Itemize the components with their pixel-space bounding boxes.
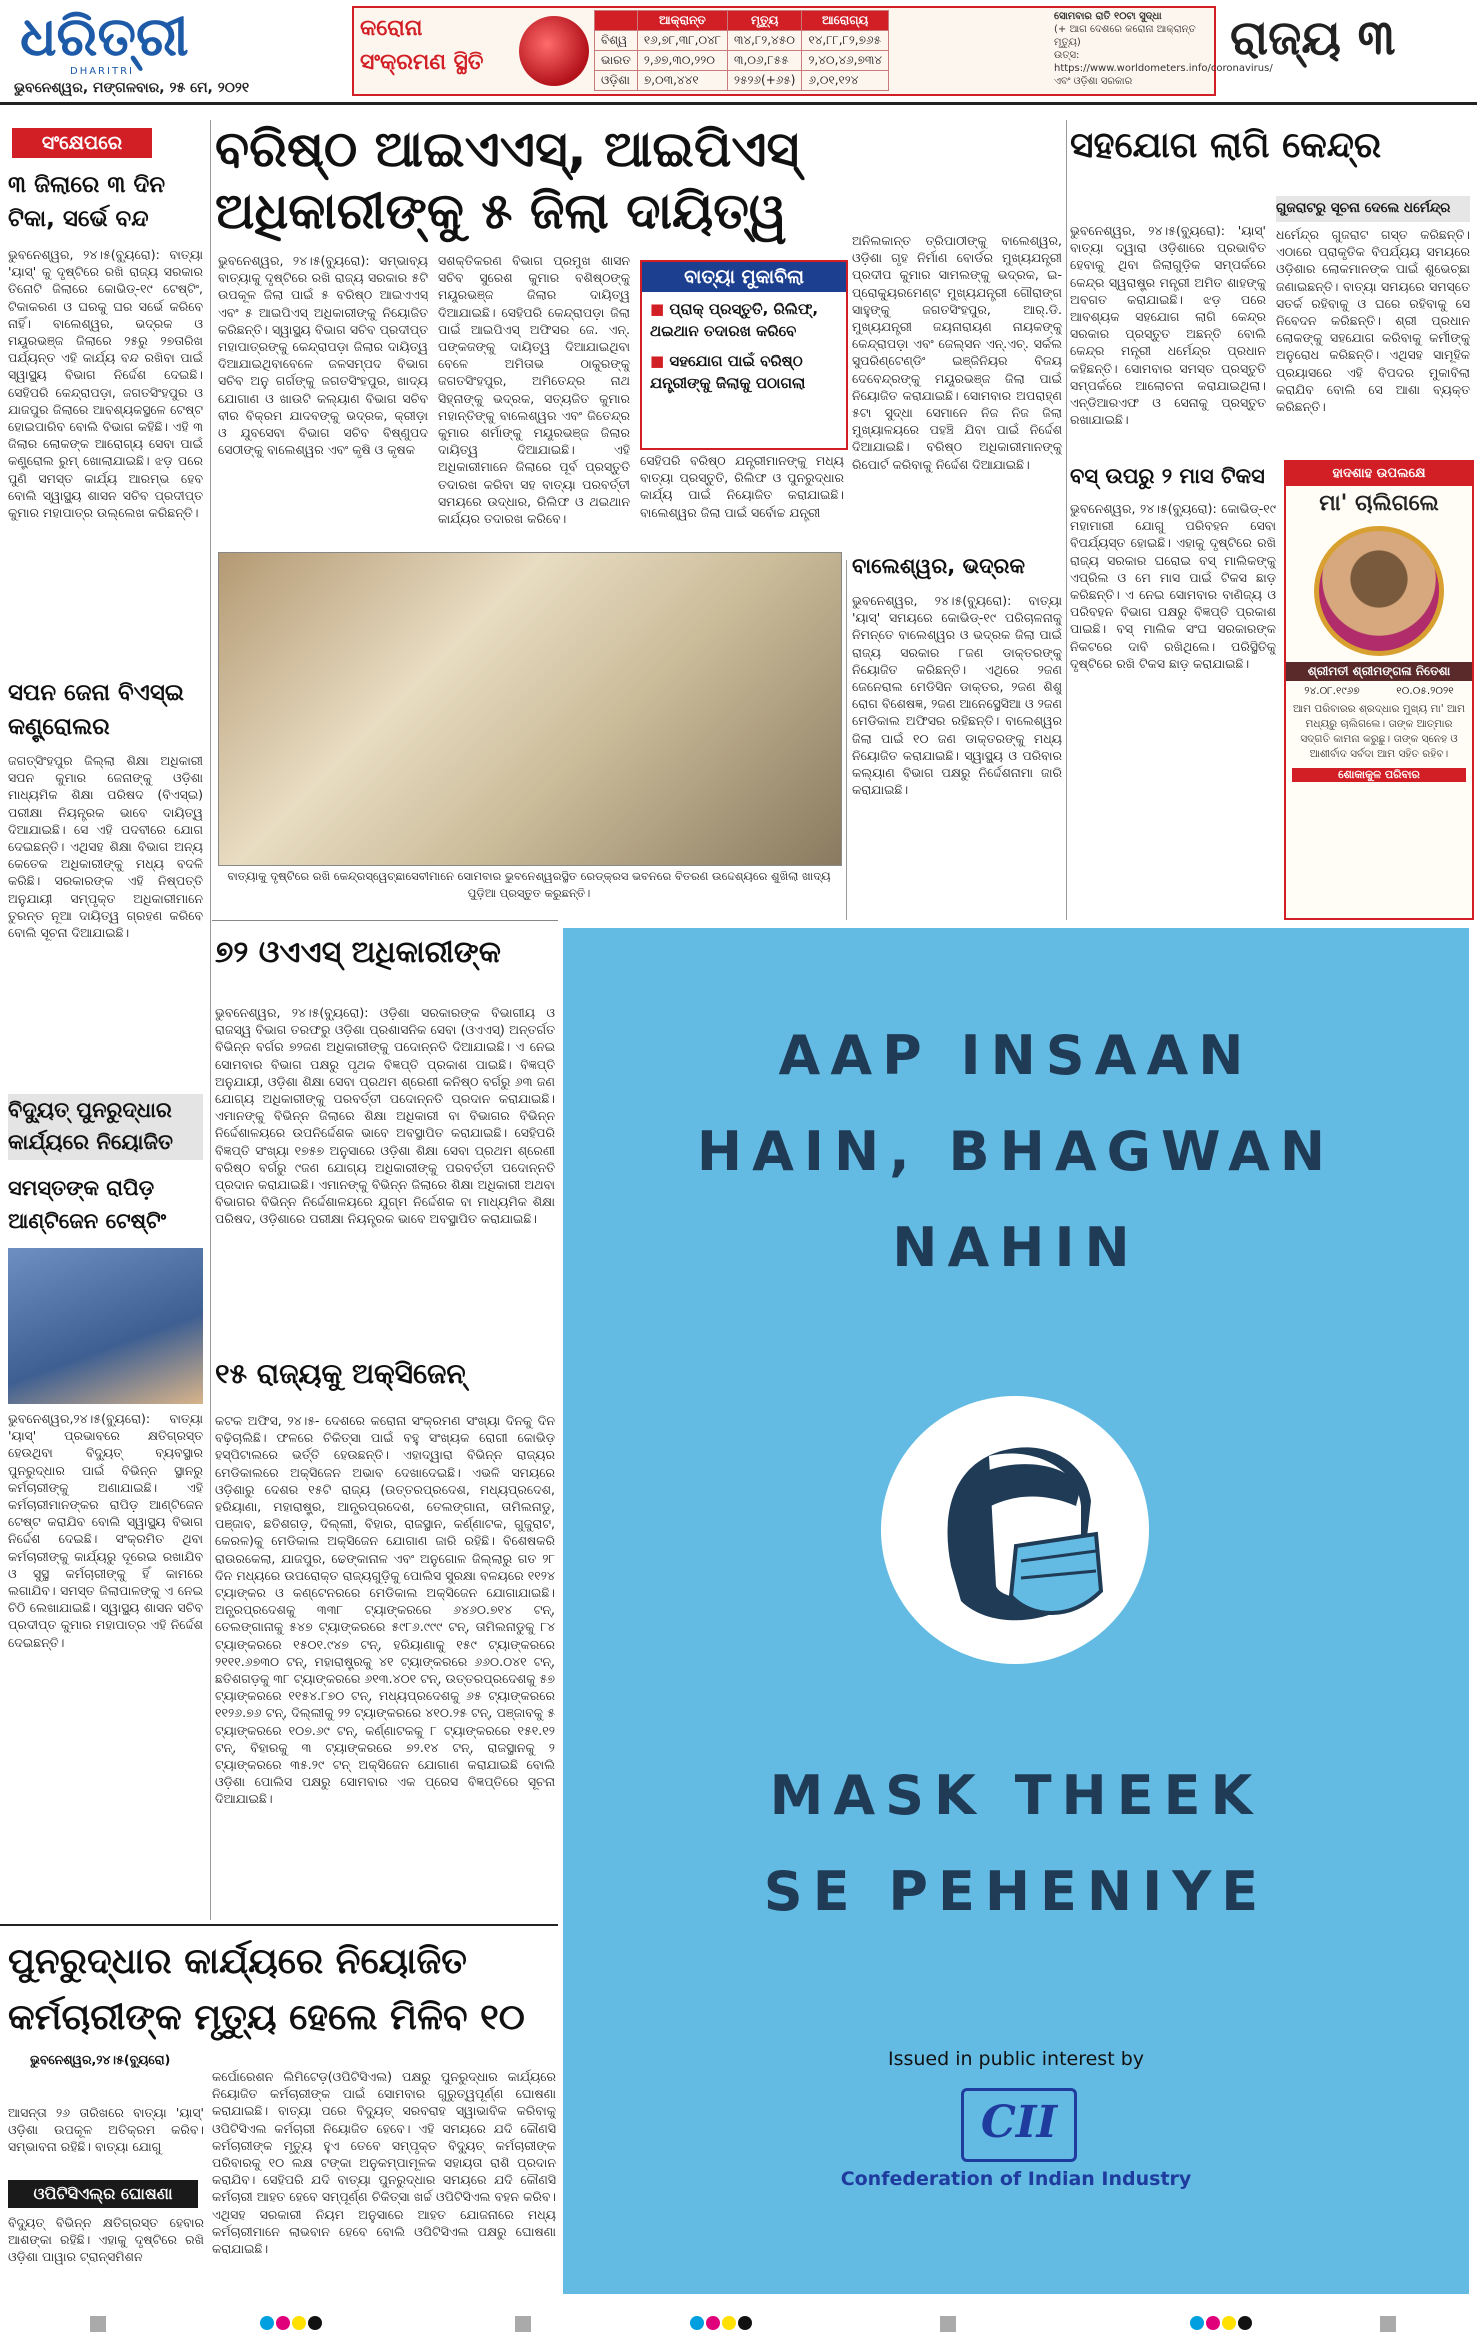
oas-body: ଭୁବନେଶ୍ୱର, ୨୪।୫(ବ୍ୟୁରୋ): ଓଡ଼ିଶା ସରକାରଙ୍କ ବିଭାଗୀୟ ଓ ରାଜସ୍ୱ ବିଭାଗ ତରଫରୁ ଓଡ଼ିଶା ପ୍ରଶାସନିକ ସେବା (ଓଏଏସ୍) ଅନ୍ତର୍ଗତ ବିଭିନ୍ନ ବର୍ଗର ୭୨ଜଣ ଅଧିକାରୀଙ୍କୁ ପଦୋନ୍ନତି ଦିଆଯାଇଛି। ଏ ନେଇ ସୋମବାର ବିଭାଗ ପକ୍ଷରୁ ପୃଥକ ବିଜ୍ଞପ୍ତି ପ୍ରକାଶ ପାଇଛି। ବିଜ୍ଞପ୍ତି ଅନୁଯାୟୀ, ଓଡ଼ିଶା ଶିକ୍ଷା ସେବା ପ୍ରଥମ ଶ୍ରେଣୀ କନିଷ୍ଠ ବର୍ଗରୁ ୬୩ ଜଣ ଯୋଗ୍ୟ ଅଧିକାରୀଙ୍କୁ ପରବର୍ତ୍ତୀ ପଦୋନ୍ନତି ପ୍ରଦାନ କରାଯାଇଛି। ଏମାନଙ୍କୁ ବିଭିନ୍ନ ଜିଲାରେ ଶିକ୍ଷା ଅଧିକାରୀ ବା ବିଭାଗର ବିଭିନ୍ନ ନିର୍ଦ୍ଦେଶାଳୟରେ ଉପନିର୍ଦ୍ଦେଶକ ଭାବେ ଅବସ୍ଥାପିତ କରାଯାଇଛି। ସେହିପରି ବିଜ୍ଞପ୍ତି ସଂଖ୍ୟା ୧୭୫୭ ଅନୁସାରେ ଓଡ଼ିଶା ଶିକ୍ଷା ସେବା ପ୍ରଥମ ଶ୍ରେଣୀ ବରିଷ୍ଠ ବର୍ଗରୁ ୯ଜଣ ଯୋଗ୍ୟ ଅଧିକାରୀଙ୍କୁ ପରବର୍ତ୍ତୀ ପଦୋନ୍ନତି ପ୍ରଦାନ କରାଯାଇଛି। ଏମାନଙ୍କୁ ବିଭିନ୍ନ ଜିଲାରେ ଶିକ୍ଷା ଅଧିକାରୀ ଅଥବା ବିଭାଗର ବିଭିନ୍ନ ନିର୍ଦ୍ଦେଶାଳୟରେ ଯୁଗ୍ମ ନିର୍ଦ୍ଦେଶକ ବା ମାଧ୍ୟମିକ ଶିକ୍ଷା ପରିଷଦ, ଓଡ଼ିଶାରେ ପରୀକ୍ଷା ନିୟନ୍ତ୍ରକ ଭାବେ ଅବସ୍ଥାପିତ କରାଯାଇଛି। <box>215 1005 555 1227</box>
covid-cell: ୧୪,୮୮,୮୨,୭୬୫ <box>802 31 889 51</box>
covid-cell: ବିଶ୍ୱ <box>595 31 638 51</box>
ad-line-1: AAP INSAAN <box>778 1024 1254 1087</box>
newspaper-logo <box>20 6 200 80</box>
covid-cell: ୨,୬୭,୩୦,୨୨୦ <box>637 51 727 71</box>
ad-line-2: HAIN, BHAGWAN <box>696 1120 1336 1183</box>
brief1-headline: ୩ ଜିଲାରେ ୩ ଦିନ ଟିକା, ସର୍ଭେ ବନ୍ଦ <box>8 172 166 232</box>
brief3-headline: ବିଦ୍ୟୁତ୍ ପୁନରୁଦ୍ଧାର କାର୍ଯ୍ୟରେ ନିୟୋଜିତ <box>8 1094 203 1160</box>
brief2-body: ଜଗତ୍‌ସିଂହପୁର ଜିଲ୍ଲା ଶିକ୍ଷା ଅଧିକାରୀ ସପନ କୁମାର ଜେନାଙ୍କୁ ଓଡ଼ିଶା ମାଧ୍ୟମିକ ଶିକ୍ଷା ପରିଷଦ (ବିଏସ୍‌ଇ) ପରୀକ୍ଷା ନିୟନ୍ତ୍ରକ ଭାବେ ଦାୟିତ୍ୱ ଦିଆଯାଇଛି। ସେ ଏହି ପଦବୀରେ ଯୋଗ ଦେଇଛନ୍ତି। ଏଥିସହ ଶିକ୍ଷା ବିଭାଗ ଅନ୍ୟ କେତେକ ଅଧିକାରୀଙ୍କୁ ମଧ୍ୟ ବଦଳି କରିଛି। ସରକାରଙ୍କ ଏହି ନିଷ୍ପତ୍ତି ଅନୁଯାୟୀ ସମ୍ପୃକ୍ତ ଅଧିକାରୀମାନେ ତୁରନ୍ତ ନୂଆ ଦାୟିତ୍ୱ ଗ୍ରହଣ କରିବେ ବୋଲି ସୂଚନା ଦିଆଯାଇଛି। <box>8 753 203 941</box>
covid-stats-table <box>594 10 889 91</box>
optcl-body-right: କର୍ପୋରେଶନ ଲିମିଟେଡ଼(ଓପିଟିସିଏଲ) ପକ୍ଷରୁ ପୁନରୁଦ୍ଧାର କାର୍ଯ୍ୟରେ ନିୟୋଜିତ କର୍ମଚାରୀଙ୍କ ପାଇଁ ସୋମବାର ଗୁରୁତ୍ୱପୂର୍ଣ୍ଣ ଘୋଷଣା କରାଯାଇଛି। ବାତ୍ୟା ପରେ ବିଦ୍ୟୁତ୍ ସରବରାହ ସ୍ୱାଭାବିକ କରିବାକୁ ଓପିଟିସିଏଲ କର୍ମଚାରୀ ନିୟୋଜିତ ହେବେ। ଏହି ସମୟରେ ଯଦି କୌଣସି କର୍ମଚାରୀଙ୍କ ମୃତ୍ୟୁ ହୁଏ ତେବେ ସମ୍ପୃକ୍ତ ବିଦ୍ୟୁତ୍ କର୍ମଚାରୀଙ୍କ ପରିବାରକୁ ୧୦ ଲକ୍ଷ ଟଙ୍କା ଅନୁକମ୍ପାମୂଳକ ସହାୟତା ରାଶି ପ୍ରଦାନ କରାଯିବ। ସେହିପରି ଯଦି ବାତ୍ୟା ପୁନରୁଦ୍ଧାର ସମୟରେ ଯଦି କୌଣସି କର୍ମଚାରୀ ଆହତ ହେବେ ସମ୍ପୂର୍ଣ୍ଣ ଚିକିତ୍ସା ଖର୍ଚ୍ଚ ଓପିଟିସିଏଲ ବହନ କରିବ। ଏଥିସହ ସରକାରୀ ନିୟମ ଅନୁସାରେ ଆହତ ଯୋଜନାରେ ମଧ୍ୟ କର୍ମଚାରୀମାନେ ଲାଭବାନ ହେବେ ବୋଲି ଓପିଟିସିଏଲ ପକ୍ଷରୁ ଘୋଷଣା କରାଯାଇଛି। <box>212 2069 556 2257</box>
covid-header: ମୃତ୍ୟୁ <box>728 11 802 31</box>
oxygen-body: କଟକ ଅଫିସ, ୨୪।୫- ଦେଶରେ କରୋନା ସଂକ୍ରମଣ ସଂଖ୍ୟା ଦିନକୁ ଦିନ ବଢ଼ିଚାଲିଛି। ଫଳରେ ଚିକିତ୍ସା ପାଇଁ ବହୁ ସଂଖ୍ୟକ ରୋଗୀ କୋଭିଡ଼ ହସ୍ପିଟାଲରେ ଭର୍ତ୍ତି ହେଉଛନ୍ତି। ଏହାଦ୍ୱାରା ବିଭିନ୍ନ ରାଜ୍ୟର ମେଡିକାଲରେ ଅକ୍ସିଜେନ ଅଭାବ ଦେଖାଦେଇଛି। ଏଭଳି ସମୟରେ ଓଡ଼ିଶାରୁ ଦେଶର ୧୫ଟି ରାଜ୍ୟ (ଉତ୍ତରପ୍ରଦେଶ, ମଧ୍ୟପ୍ରଦେଶ, ହରିୟାଣା, ମହାରାଷ୍ଟ୍ର, ଆନ୍ଧ୍ରପ୍ରଦେଶ, ତେଲଙ୍ଗାନା, ତାମିଲନାଡୁ, ପଞ୍ଜାବ, ଛତିଶଗଡ଼, ଦିଲ୍ଲୀ, ବିହାର, ରାଜସ୍ଥାନ, କର୍ଣ୍ଣାଟକ, ଗୁଜୁରାଟ, କେରଳ)କୁ ମେଡିକାଲ ଅକ୍ସିଜେନ ଯୋଗାଣ ଜାରି ରହିଛି। ବିଶେଷକରି ରାଉରକେଲା, ଯାଜପୁର, ଢେଙ୍କାନାଳ ଏବଂ ଅନୁଗୋଳ ଜିଲ୍ଲାରୁ ଗତ ୨୮ ଦିନ ମଧ୍ୟରେ ଉପରୋକ୍ତ ରାଜ୍ୟଗୁଡ଼ିକୁ ପୋଲିସ ସୁରକ୍ଷା ବଳୟରେ ୧୧୨୪ ଟ୍ୟାଙ୍କର ଓ କଣ୍ଟେନରରେ ମେଡିକାଲ ଅକ୍ସିଜେନ ଯୋଗାଯାଇଛି। ଅନ୍ଧ୍ରପ୍ରଦେଶକୁ ୩୩୮ ଟ୍ୟାଙ୍କରରେ ୬୪୬୦.୭୧୪ ଟନ୍, ତେଲଙ୍ଗାନାକୁ ୫୪୭ ଟ୍ୟାଙ୍କରରେ ୫୯୮୬.୯୯୯ ଟନ୍, ତାମିଲନାଡୁକୁ ୮୪ ଟ୍ୟାଙ୍କରରେ ୧୫୦୧.୯୪୭ ଟନ୍, ହରିୟାଣାକୁ ୧୫୯ ଟ୍ୟାଙ୍କରରେ ୨୧୧୧.୬୭୩୦ ଟନ୍, ମହାରାଷ୍ଟ୍ରକୁ ୪୧ ଟ୍ୟାଙ୍କରରେ ୬୬୦.୦୪୧ ଟନ୍, ଛତିଶଗଡ଼କୁ ୩୮ ଟ୍ୟାଙ୍କରରେ ୬୧୩.୪୦୧ ଟନ୍, ଉତ୍ତରପ୍ରଦେଶକୁ ୫୭ ଟ୍ୟାଙ୍କରରେ ୧୧୫୪.୮୭୦ ଟନ୍, ମଧ୍ୟପ୍ରଦେଶକୁ ୬୫ ଟ୍ୟାଙ୍କରରେ ୧୧୨୬.୭୬ ଟନ୍, ଦିଲ୍ଲୀକୁ ୨୨ ଟ୍ୟାଙ୍କରରେ ୪୧୦.୨୫ ଟନ୍, ପଞ୍ଜାବକୁ ୫ ଟ୍ୟାଙ୍କରରେ ୧୦୭.୬୯ ଟନ୍, କର୍ଣ୍ଣାଟକକୁ ୮ ଟ୍ୟାଙ୍କରରେ ୧୫୧.୧୨ ଟନ୍, ବିହାରକୁ ୩ ଟ୍ୟାଙ୍କରରେ ୭୨.୧୪ ଟନ୍, ରାଜସ୍ଥାନକୁ ୨ ଟ୍ୟାଙ୍କରରେ ୩୫.୨୯ ଟନ୍ ଅକ୍ସିଜେନ ଯୋଗାଣ କରାଯାଇଛି ବୋଲି ଓଡ଼ିଶା ପୋଲିସ ପକ୍ଷରୁ ସୋମବାର ଏକ ପ୍ରେସ ବିଜ୍ଞପ୍ତିରେ ସୂଚନା ଦିଆଯାଇଛି। <box>215 1413 555 1807</box>
magenta-dot-icon <box>706 2316 720 2330</box>
bus-tax-body: ଭୁବନେଶ୍ୱର, ୨୪।୫(ବ୍ୟୁରୋ): କୋଭିଡ୍-୧୯ ମହାମାରୀ ଯୋଗୁ ପରିବହନ ସେବା ବିପର୍ଯ୍ୟସ୍ତ ହୋଇଛି। ଏହାକୁ ଦୃଷ୍ଟିରେ ରଖି ରାଜ୍ୟ ସରକାର ଘରୋଇ ବସ୍ ମାଲିକଙ୍କୁ ଏପ୍ରିଲ ଓ ମେ ମାସ ପାଇଁ ଟିକସ ଛାଡ଼ କରିଛନ୍ତି। ଏ ନେଇ ସୋମବାର ବାଣିଜ୍ୟ ଓ ପରିବହନ ବିଭାଗ ପକ୍ଷରୁ ବିଜ୍ଞପ୍ତି ପ୍ରକାଶ ପାଇଛି। ବସ୍ ମାଲିକ ସଂଘ ସରକାରଙ୍କ ନିକଟରେ ଦାବି ରଖିଥିଲେ। ପରିସ୍ଥିତିକୁ ଦୃଷ୍ଟିରେ ରଖି ଟିକସ ଛାଡ଼ କରାଯାଇଛି। <box>1070 501 1276 671</box>
optcl-body-left2: ବିଦ୍ୟୁତ୍ ବିଭିନ୍ନ କ୍ଷତିଗ୍ରସ୍ତ ହେବାର ଆଶଙ୍କା ରହିଛି। ଏହାକୁ ଦୃଷ୍ଟିରେ ରଖି ଓଡ଼ିଶା ପାୱାର ଟ୍ରାନ୍ସମିଶନ <box>8 2215 204 2265</box>
factbox-item: ■ ପ୍ରାକ୍ ପ୍ରସ୍ତୁତି, ରିଲିଫ୍, ଥଇଥାନ ତଦାରଖ କରିବେ <box>650 300 819 340</box>
testing-photo <box>8 1248 203 1404</box>
registration-mark <box>90 2316 106 2332</box>
covid-cell: ୨୫୨୬(+୬୫) <box>728 71 802 91</box>
obituary-name: ଶ୍ରୀମତୀ ଶ୍ରୀମଙ୍ଗଳା ନିତେଶା <box>1286 662 1472 681</box>
obituary-title: ମା' ଚାଲିଗଲେ <box>1319 491 1439 516</box>
cii-name: Confederation of Indian Industry <box>840 2168 1192 2190</box>
color-dots <box>1190 2315 1254 2334</box>
centre-support-body: ଭୁବନେଶ୍ୱର, ୨୪।୫(ବ୍ୟୁରୋ): 'ୟାସ୍' ବାତ୍ୟା ଦ୍ୱାରା ଓଡ଼ିଶାରେ ପ୍ରଭାବିତ ହେବାକୁ ଥିବା ଜିଲାଗୁଡ଼ିକ ସମ୍ପର୍କରେ କେନ୍ଦ୍ର ସ୍ୱରାଷ୍ଟ୍ର ମନ୍ତ୍ରୀ ଅମିତ ଶାହଙ୍କୁ ଅବଗତ କରାଯାଇଛି। ଝଡ଼ ପରେ ଆବଶ୍ୟକ ସହଯୋଗ ଲାଗି କେନ୍ଦ୍ର ସରକାର ପ୍ରସ୍ତୁତ ଅଛନ୍ତି ବୋଲି କେନ୍ଦ୍ର ମନ୍ତ୍ରୀ ଧର୍ମେନ୍ଦ୍ର ପ୍ରଧାନ କହିଛନ୍ତି। ସୋମବାର ସମସ୍ତ ପ୍ରସ୍ତୁତି ସମ୍ପର୍କରେ ଆଲୋଚନା କରାଯାଇଥିଲା। ଏନ୍‌ଡିଆରଏଫ ଓ ସେନାକୁ ପ୍ରସ୍ତୁତ ରଖାଯାଇଛି। <box>1070 223 1266 428</box>
lead-body-col4: ଅନିଲକାନ୍ତ ତ୍ରିପାଠୀଙ୍କୁ ବାଲେଶ୍ୱର, ଓଡ଼ିଶା ଗୃହ ନିର୍ମାଣ ବୋର୍ଡର ମୁଖ୍ୟଯନ୍ତ୍ରୀ ପ୍ରଦୀପ କୁମାର ସାମଲଙ୍କୁ ଭଦ୍ରକ, ଇ-ପ୍ରୋକ୍ୟୁରମେଣ୍ଟ ମୁଖ୍ୟଯନ୍ତ୍ରୀ ଗୌରାଙ୍ଗ ସାହୁଙ୍କୁ ଜଗତସିଂହପୁର, ଆର୍.ଡି. ମୁଖ୍ୟଯନ୍ତ୍ରୀ ଜୟନାରାୟଣ ନାୟକଙ୍କୁ କେନ୍ଦ୍ରାପଡ଼ା ଏବଂ ଜେଲ୍‌ସନ ଏନ୍.ଏଚ୍. ସର୍କଲ ସୁପରିଣ୍ଟେଣ୍ଡିଂ ଇଞ୍ଜିନିୟର ବିଜୟ ଦେବେନ୍ଦ୍ରଙ୍କୁ ମୟୂରଭଞ୍ଜ ଜିଲା ପାଇଁ ନିୟୋଜିତ କରାଯାଇଛି। ସୋମବାର ଅପରାହ୍ଣ ୫ଟା ସୁଦ୍ଧା ସେମାନେ ନିଜ ନିଜ ଜିଲା ମୁଖ୍ୟାଳୟରେ ପହଞ୍ଚି ଯିବା ପାଇଁ ନିର୍ଦ୍ଦେଶ ଦିଆଯାଇଛି। ବରିଷ୍ଠ ଅଧିକାରୀମାନଙ୍କୁ ରିପୋର୍ଟ କରିବାକୁ ନିର୍ଦ୍ଦେଶ ଦିଆଯାଇଛି। <box>852 233 1062 472</box>
oxygen-headline: ୧୫ ରାଜ୍ୟକୁ ଅକ୍ସିଜେନ୍ <box>215 1357 466 1390</box>
cyan-dot-icon <box>260 2316 274 2330</box>
black-dot-icon <box>738 2316 752 2330</box>
oas-headline: ୭୨ ଓଏଏସ୍ ଅଧିକାରୀଙ୍କ <box>215 935 501 970</box>
color-dots <box>260 2315 324 2334</box>
factbox-item: ■ ସହଯୋଗ ପାଇଁ ବରିଷ୍ଠ ଯନ୍ତ୍ରୀଙ୍କୁ ଜିଲାକୁ ପଠାଗଲା <box>650 352 806 392</box>
photo-caption: ବାତ୍ୟାକୁ ଦୃଷ୍ଟିରେ ରଖି କେନ୍ଦ୍ରସ୍ୱେଚ୍ଛାସେବୀମାନେ ସୋମବାର ଭୁବନେଶ୍ୱରସ୍ଥିତ ରେଡ୍‌କ୍ରସ ଭବନରେ ବିତରଣ ଉଦ୍ଦେଶ୍ୟରେ ଶୁଖିଲା ଖାଦ୍ୟ ପୁଡ଼ିଆ ପ୍ରସ୍ତୁତ କରୁଛନ୍ତି। <box>227 869 831 900</box>
obituary-died: ୧୦.୦୫.୨୦୨୧ <box>1396 685 1454 697</box>
lead-body-col2: ସଶକ୍ତିକରଣ ବିଭାଗ ପ୍ରମୁଖ ଶାସନ ସଚିବ ସୁରେଶ କୁମାର ବଶିଷ୍ଠଙ୍କୁ ମୟୂରଭଞ୍ଜ ଜିଲାର ଦାୟିତ୍ୱ ଦିଆଯାଇଛି। ସେହିପରି କେନ୍ଦ୍ରାପଡ଼ା ଜିଲା ପାଇଁ ଆଇପିଏସ୍ ଅଫିସର ଜେ. ଏନ୍. ପଙ୍କଜଙ୍କୁ ଦାୟିତ୍ୱ ଦିଆଯାଇଥିବା ବେଳେ ଅମିତାଭ ଠାକୁରଙ୍କୁ ଜଗତସିଂହପୁର, ଅମିତେନ୍ଦ୍ର ନାଥ ସିହ୍ନାଙ୍କୁ ଭଦ୍ରକ, ସତ୍ୟଜିତ କୁମାର ମହାନ୍ତିଙ୍କୁ ବାଲେଶ୍ୱର ଏବଂ ଜିତେନ୍ଦ୍ର କୁମାର ଶର୍ମାଙ୍କୁ ମୟୂରଭଞ୍ଜ ଜିଲାର ଦାୟିତ୍ୱ ଦିଆଯାଇଛି। ଏହି ଅଧିକାରୀମାନେ ଜିଲାରେ ପୂର୍ବ ପ୍ରସ୍ତୁତି ତଦାରଖ କରିବା ସହ ବାତ୍ୟା ପରବର୍ତ୍ତୀ ସମୟରେ ଉଦ୍ଧାର, ରିଲିଫ ଓ ଥଇଥାନ କାର୍ଯ୍ୟର ତଦାରଖ କରିବେ। <box>438 253 630 527</box>
optcl-headline: ପୁନରୁଦ୍ଧାର କାର୍ଯ୍ୟରେ ନିୟୋଜିତ କର୍ମଚାରୀଙ୍କ ମୃତ୍ୟୁ ହେଲେ ମିଳିବ ୧୦ <box>8 1941 525 2038</box>
magenta-dot-icon <box>276 2316 290 2330</box>
bus-tax-headline: ବସ୍‌ ଉପରୁ ୨ ମାସ ଟିକସ <box>1070 464 1265 488</box>
dateline: ଭୁବନେଶ୍ୱର, ମଙ୍ଗଳବାର, ୨୫ ମେ, ୨୦୨୧ <box>14 80 250 96</box>
covid-header-empty <box>595 11 638 31</box>
ad-line-5: SE PEHENIYE <box>763 1860 1269 1923</box>
factbox-title: ବାତ୍ୟା ମୁକାବିଲା <box>642 262 846 292</box>
lead-headline: ବରିଷ୍ଠ ଆଇଏଏସ୍, ଆଇପିଏସ୍ ଅଧିକାରୀଙ୍କୁ ୫ ଜିଲା ଦାୟିତ୍ୱ <box>215 120 800 240</box>
covid-cell: ୨,୪୦,୪୬,୭୩୪ <box>802 51 889 71</box>
print-registration-footer <box>0 2310 1477 2339</box>
doctors-body: ଭୁବନେଶ୍ୱର, ୨୪।୫(ବ୍ୟୁରୋ): ବାତ୍ୟା 'ୟାସ୍' ସମୟରେ କୋଭିଡ୍-୧୯ ପରିଚାଳନାକୁ ନିମନ୍ତେ ବାଲେଶ୍ୱର ଓ ଭଦ୍ରକ ଜିଲା ପାଇଁ ରାଜ୍ୟ ସରକାର ୮ଜଣ ଡାକ୍ତରଙ୍କୁ ନିୟୋଜିତ କରିଛନ୍ତି। ଏଥିରେ ୨ଜଣ ଜେନେରାଲ ମେଡିସିନ ଡାକ୍ତର, ୨ଜଣ ଶିଶୁ ରୋଗ ବିଶେଷଜ୍ଞ, ୨ଜଣ ଆନେସ୍ଥେସିଆ ଓ ୨ଜଣ ମେଡିକାଲ ଅଫିସର ରହିଛନ୍ତି। ବାଲେଶ୍ୱର ଜିଲା ପାଇଁ ୧୦ ଜଣ ଡାକ୍ତରଙ୍କୁ ମଧ୍ୟ ନିୟୋଜିତ କରାଯାଇଛି। ସ୍ୱାସ୍ଥ୍ୟ ଓ ପରିବାର କଲ୍ୟାଣ ବିଭାଗ ପକ୍ଷରୁ ନିର୍ଦ୍ଦେଶନାମା ଜାରି କରାଯାଇଛି। <box>852 593 1062 798</box>
logo-subtext: DHARITRI <box>70 66 134 77</box>
obituary-portrait <box>1314 526 1444 656</box>
centre-support-headline: ସହଯୋଗ ଲାଗି କେନ୍ଦ୍ର <box>1070 125 1382 166</box>
doctors-headline: ବାଲେଶ୍ୱର, ଭଦ୍ରକ <box>852 554 1025 578</box>
yellow-dot-icon <box>722 2316 736 2330</box>
covid-cell: ୧୬,୭୮,୩୮,୦୪୮ <box>637 31 727 51</box>
covid-cell: ୭,୦୩,୪୪୧ <box>637 71 727 91</box>
covid-source: ସୋମବାର ରାତି ୧୦ଟା ସୁଦ୍ଧା (+ ଆଗ ଦେଶରେ କରୋନା ଆକ୍ରାନ୍ତ ମୃତ୍ୟୁ) ଉତ୍ସ: https://www.worldometers.info/coronavirus/ ଏବଂ ଓଡ଼ିଶା ସରକାର <box>1054 11 1273 87</box>
ad-line-3: NAHIN <box>892 1216 1140 1279</box>
obituary-banner: ହାଦଶାହ ଉପଲକ୍ଷେ <box>1286 462 1472 486</box>
covid-box-title: କରୋନା ସଂକ୍ରମଣ ସ୍ଥିତି <box>360 16 484 75</box>
brief1-body: ଭୁବନେଶ୍ୱର, ୨୪।୫(ବ୍ୟୁରୋ): ବାତ୍ୟା 'ୟାସ୍' କୁ ଦୃଷ୍ଟିରେ ରଖି ରାଜ୍ୟ ସରକାର ତିନୋଟି ଜିଲାରେ କୋଭିଡ୍-୧୯ ଟେଷ୍ଟିଂ, ଟିକାକରଣ ଓ ଘରକୁ ଘର ସର୍ଭେ କରିବେ ନାହିଁ। ବାଲେଶ୍ୱର, ଭଦ୍ରକ ଓ ମୟୂରଭଞ୍ଜ ଜିଲାରେ ୨୫ରୁ ୨୭ତାରିଖ ପର୍ଯ୍ୟନ୍ତ ଏହି କାର୍ଯ୍ୟ ବନ୍ଦ ରଖିବା ପାଇଁ ସ୍ୱାସ୍ଥ୍ୟ ବିଭାଗ ନିର୍ଦ୍ଦେଶ ଦେଇଛି। ସେହିପରି କେନ୍ଦ୍ରାପଡ଼ା, ଜଗତସିଂହପୁର ଓ ଯାଜପୁର ଜିଲାରେ ଆବଶ୍ୟକସ୍ଥଳେ ଟେଷ୍ଟ ହୋଇପାରିବ ବୋଲି ବିଭାଗ କହିଛି। ଏହି ୩ ଜିଲାର ଲୋକଙ୍କ ଆରୋଗ୍ୟ ସେବା ପାଇଁ କଣ୍ଟ୍ରୋଲ ରୁମ୍ ଖୋଲାଯାଇଛି। ଝଡ଼ ପରେ ପୁଣି ସମସ୍ତ କାର୍ଯ୍ୟ ଆରମ୍ଭ ହେବ ବୋଲି ସ୍ୱାସ୍ଥ୍ୟ ଶାସନ ସଚିବ ପ୍ରଦୀପ୍ତ କୁମାର ମହାପାତ୍ର ଉଲ୍ଲେଖ କରିଛନ୍ତି। <box>8 247 203 521</box>
obituary-dates <box>1286 685 1472 698</box>
brief4-headline: ସମସ୍ତଙ୍କ ରାପିଡ଼ ଆଣ୍ଟିଜେନ ଟେଷ୍ଟିଂ <box>8 1176 167 1233</box>
optcl-body-left: ଆସନ୍ତା ୨୬ ତାରିଖରେ ବାତ୍ୟା 'ୟାସ୍' ଓଡ଼ିଶା ଉପକୂଳ ଅତିକ୍ରମ କରିବ। ସମ୍ଭାବନା ରହିଛି। ବାତ୍ୟା ଯୋଗୁ <box>8 2105 204 2155</box>
covid-cell: ୩୪,୮୨,୪୫୦ <box>728 31 802 51</box>
covid-cell: ଭାରତ <box>595 51 638 71</box>
magenta-dot-icon <box>1206 2316 1220 2330</box>
obituary-from: ଶୋକାକୁଳ ପରିବାର <box>1292 768 1466 782</box>
covid-header: ଆରୋଗ୍ୟ <box>802 11 889 31</box>
covid-status-box <box>352 6 1273 96</box>
cyan-dot-icon <box>690 2316 704 2330</box>
logo-text: ଧରିତ୍ରୀ <box>20 4 189 68</box>
column-rule <box>846 560 847 920</box>
lead-body-col3: ସେହିପରି ବରିଷ୍ଠ ଯନ୍ତ୍ରୀମାନଙ୍କୁ ମଧ୍ୟ ବାତ୍ୟା ପ୍ରସ୍ତୁତି, ରିଲିଫ ଓ ପୁନରୁଦ୍ଧାର କାର୍ଯ୍ୟ ପାଇଁ ନିୟୋଜିତ କରାଯାଇଛି। ବାଲେଶ୍ୱର ଜିଲା ପାଇଁ ସର୍ବୋଚ୍ଚ ଯନ୍ତ୍ରୀ <box>640 453 844 520</box>
color-dots <box>690 2315 754 2334</box>
cyclone-factbox <box>640 260 848 450</box>
obituary-born: ୨୪.୦୮.୧୯୬୭ <box>1304 685 1360 697</box>
virus-icon <box>519 16 589 86</box>
section-rule <box>212 920 558 921</box>
cyan-dot-icon <box>1190 2316 1204 2330</box>
masthead-rule <box>0 102 1477 105</box>
optcl-dateline: ଭୁବନେଶ୍ୱର,୨୪।୫(ବ୍ୟୁରୋ) <box>30 2052 171 2067</box>
covid-header: ଆକ୍ରାନ୍ତ <box>637 11 727 31</box>
black-dot-icon <box>308 2316 322 2330</box>
column-rule <box>210 120 211 1920</box>
covid-cell: ଓଡ଼ିଶା <box>595 71 638 91</box>
registration-mark <box>940 2316 956 2332</box>
registration-mark <box>1380 2316 1396 2332</box>
cii-logo: CII <box>961 2088 1077 2162</box>
masked-face-icon <box>881 1396 1149 1664</box>
covid-cell: ୬,୦୧,୧୨୪ <box>802 71 889 91</box>
mask-advertisement <box>563 928 1469 2294</box>
lead-body-col1: ଭୁବନେଶ୍ୱର, ୨୪।୫(ବ୍ୟୁରୋ): ସମ୍ଭାବ୍ୟ ବାତ୍ୟାକୁ ଦୃଷ୍ଟିରେ ରଖି ରାଜ୍ୟ ସରକାର ୫ଟି ଉପକୂଳ ଜିଲା ପାଇଁ ୫ ବରିଷ୍ଠ ଆଇଏଏସ୍ ଏବଂ ୫ ଆଇପିଏସ୍ ଅଧିକାରୀଙ୍କୁ ନିୟୋଜିତ କରିଛନ୍ତି। ସ୍ୱାସ୍ଥ୍ୟ ବିଭାଗ ସଚିବ ପ୍ରଦୀପ୍ତ ମହାପାତ୍ରଙ୍କୁ କେନ୍ଦ୍ରାପଡ଼ା ଜିଲାର ଦାୟିତ୍ୱ ଦିଆଯାଇଥିବାବେଳେ ଜଳସମ୍ପଦ ବିଭାଗ ସଚିବ ଅନୁ ଗର୍ଗଙ୍କୁ ଜଗତସିଂହପୁର, ଖାଦ୍ୟ ଯୋଗାଣ ଓ ଖାଉଟି କଲ୍ୟାଣ ବିଭାଗ ସଚିବ ବୀର ବିକ୍ରମ ଯାଦବଙ୍କୁ ଭଦ୍ରକ, କ୍ରୀଡ଼ା ଓ ଯୁବସେବା ବିଭାଗ ସଚିବ ବିଷ୍ଣୁପଦ ସେଠୀଙ୍କୁ ବାଲେଶ୍ୱର ଏବଂ କୃଷି ଓ କୃଷକ <box>218 253 428 458</box>
yellow-dot-icon <box>292 2316 306 2330</box>
ad-issued-by: Issued in public interest by <box>887 2048 1145 2070</box>
section-rule <box>0 1924 558 1926</box>
brief4-body: ଭୁବନେଶ୍ୱର,୨୪।୫(ବ୍ୟୁରୋ): ବାତ୍ୟା 'ୟାସ୍' ପ୍ରଭାବରେ କ୍ଷତିଗ୍ରସ୍ତ ହେଉଥିବା ବିଦ୍ୟୁତ୍ ବ୍ୟବସ୍ଥାର ପୁନରୁଦ୍ଧାର ପାଇଁ ବିଭିନ୍ନ ସ୍ଥାନରୁ କର୍ମଚାରୀଙ୍କୁ ଅଣାଯାଇଛି। ଏହି କର୍ମଚାରୀମାନଙ୍କର ରାପିଡ଼ ଆଣ୍ଟିଜେନ ଟେଷ୍ଟ କରାଯିବ ବୋଲି ସ୍ୱାସ୍ଥ୍ୟ ବିଭାଗ ନିର୍ଦ୍ଦେଶ ଦେଇଛି। ସଂକ୍ରମିତ ଥିବା କର୍ମଚାରୀଙ୍କୁ କାର୍ଯ୍ୟରୁ ଦୂରେଇ ରଖାଯିବ ଓ ସୁସ୍ଥ କର୍ମଚାରୀଙ୍କୁ ହିଁ କାମରେ ଲଗାଯିବ। ସମସ୍ତ ଜିଲାପାଳଙ୍କୁ ଏ ନେଇ ଚିଠି ଲେଖାଯାଇଛି। ସ୍ୱାସ୍ଥ୍ୟ ଶାସନ ସଚିବ ପ୍ରଦୀପ୍ତ କୁମାର ମହାପାତ୍ର ଏହି ନିର୍ଦ୍ଦେଶ ଦେଇଛନ୍ତି। <box>8 1411 203 1650</box>
ad-line-4: MASK THEEK <box>769 1764 1263 1827</box>
optcl-label: ଓପିଟିସିଏଲ୍‌ର ଘୋଷଣା <box>8 2180 198 2208</box>
yellow-dot-icon <box>1222 2316 1236 2330</box>
bullet-icon: ■ <box>650 352 665 370</box>
bullet-icon: ■ <box>650 300 665 318</box>
covid-cell: ୩,୦୬,୮୫୫ <box>728 51 802 71</box>
brief2-headline: ସପନ ଜେନା ବିଏସ୍‌ଇ କଣ୍ଟ୍ରୋଲର <box>8 680 184 740</box>
relief-packing-photo <box>218 552 842 866</box>
obituary-box <box>1284 460 1474 920</box>
centre-support-body2: ଧର୍ମେନ୍ଦ୍ର ଗୁଜରାଟ ଗସ୍ତ କରିଛନ୍ତି। ଏଠାରେ ପ୍ରାକୃତିକ ବିପର୍ଯ୍ୟୟ ସମୟରେ ଓଡ଼ିଶାର ଲୋକମାନଙ୍କ ପାଇଁ ଶୁଭେଚ୍ଛା ଜଣାଇଛନ୍ତି। ବାତ୍ୟା ସମୟରେ ସମସ୍ତେ ସତର୍କ ରହିବାକୁ ଓ ଘରେ ରହିବାକୁ ସେ ନିବେଦନ କରିଛନ୍ତି। ଶ୍ରୀ ପ୍ରଧାନ ଲୋକଙ୍କୁ ସହଯୋଗ କରିବାକୁ କର୍ମୀଙ୍କୁ ଅନୁରୋଧ କରିଛନ୍ତି। ଏଥିସହ ସାମୂହିକ ପ୍ରୟାସରେ ଏହି ବିପଦର ମୁକାବିଲା କରାଯିବ ବୋଲି ସେ ଆଶା ବ୍ୟକ୍ତ କରିଛନ୍ତି। <box>1276 227 1470 415</box>
obituary-text: ଆମ ପରିବାରର ଶ୍ରଦ୍ଧାର ମୁଖ୍ୟ ମା' ଆମ ମଧ୍ୟରୁ ଚାଲିଗଲେ। ତାଙ୍କ ଆତ୍ମାର ସଦ୍‌ଗତି କାମନା କରୁଛୁ। ତାଙ୍କ ସ୍ନେହ ଓ ଆଶୀର୍ବାଦ ସର୍ବଦା ଆମ ସହିତ ରହିବ। <box>1293 703 1465 760</box>
section-label: ସଂକ୍ଷେପରେ <box>12 128 152 158</box>
centre-support-subhead: ଗୁଜରାଟରୁ ସୂଚନା ଦେଲେ ଧର୍ମେନ୍ଦ୍ର <box>1276 196 1470 222</box>
registration-mark <box>515 2316 531 2332</box>
page-label: ରାଜ୍ୟ ୩ <box>1230 10 1396 66</box>
column-rule <box>1066 120 1067 920</box>
black-dot-icon <box>1238 2316 1252 2330</box>
